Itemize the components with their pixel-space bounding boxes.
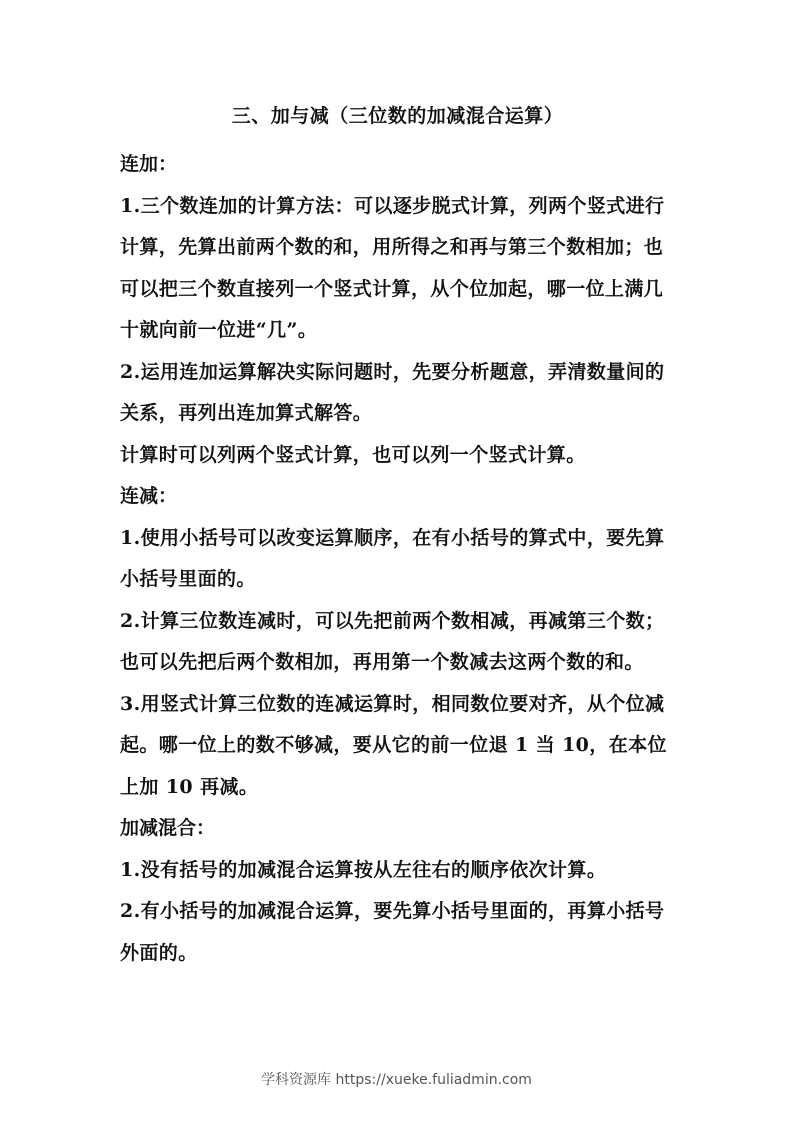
- section-heading: 连减：: [120, 485, 178, 507]
- section-mixed-operations: [120, 808, 675, 974]
- paragraph: 计算时可以列两个竖式计算，也可以列一个竖式计算。: [120, 443, 586, 466]
- document-title: 三、加与减（三位数的加减混合运算）: [231, 105, 564, 127]
- section-heading: 加减混合：: [120, 817, 216, 839]
- section-continuous-subtraction: [120, 476, 675, 808]
- paragraph: 2.有小括号的加减混合运算，要先算小括号里面的，再算小括号外面的。: [120, 900, 665, 964]
- paragraph: 1.三个数连加的计算方法：可以逐步脱式计算，列两个竖式进行计算，先算出前两个数的和，用所得之和再与第三个数相加；也可以把三个数直接列一个竖式计算，从个位加起，哪一位上满几十就向前一位进“几”。: [120, 194, 665, 341]
- paragraph: 1.没有括号的加减混合运算按从左往右的顺序依次计算。: [120, 858, 607, 881]
- paragraph: 2.运用连加运算解决实际问题时，先要分析题意，弄清数量间的关系，再列出连加算式解答。: [120, 360, 665, 424]
- paragraph: 1.使用小括号可以改变运算顺序，在有小括号的算式中，要先算小括号里面的。: [120, 526, 665, 590]
- paragraph: 2.计算三位数连减时，可以先把前两个数相减，再减第三个数；也可以先把后两个数相加，再用第一个数减去这两个数的和。: [120, 609, 665, 673]
- section-heading: 连加：: [120, 153, 178, 175]
- section-continuous-addition: [120, 144, 675, 476]
- footer-watermark: 学科资源库 https://xueke.fuliadmin.com: [261, 1072, 532, 1088]
- paragraph: 3.用竖式计算三位数的连减运算时，相同数位要对齐，从个位减起。哪一位上的数不够减，要从它的前一位退 1 当 10，在本位上加 10 再减。: [120, 692, 667, 798]
